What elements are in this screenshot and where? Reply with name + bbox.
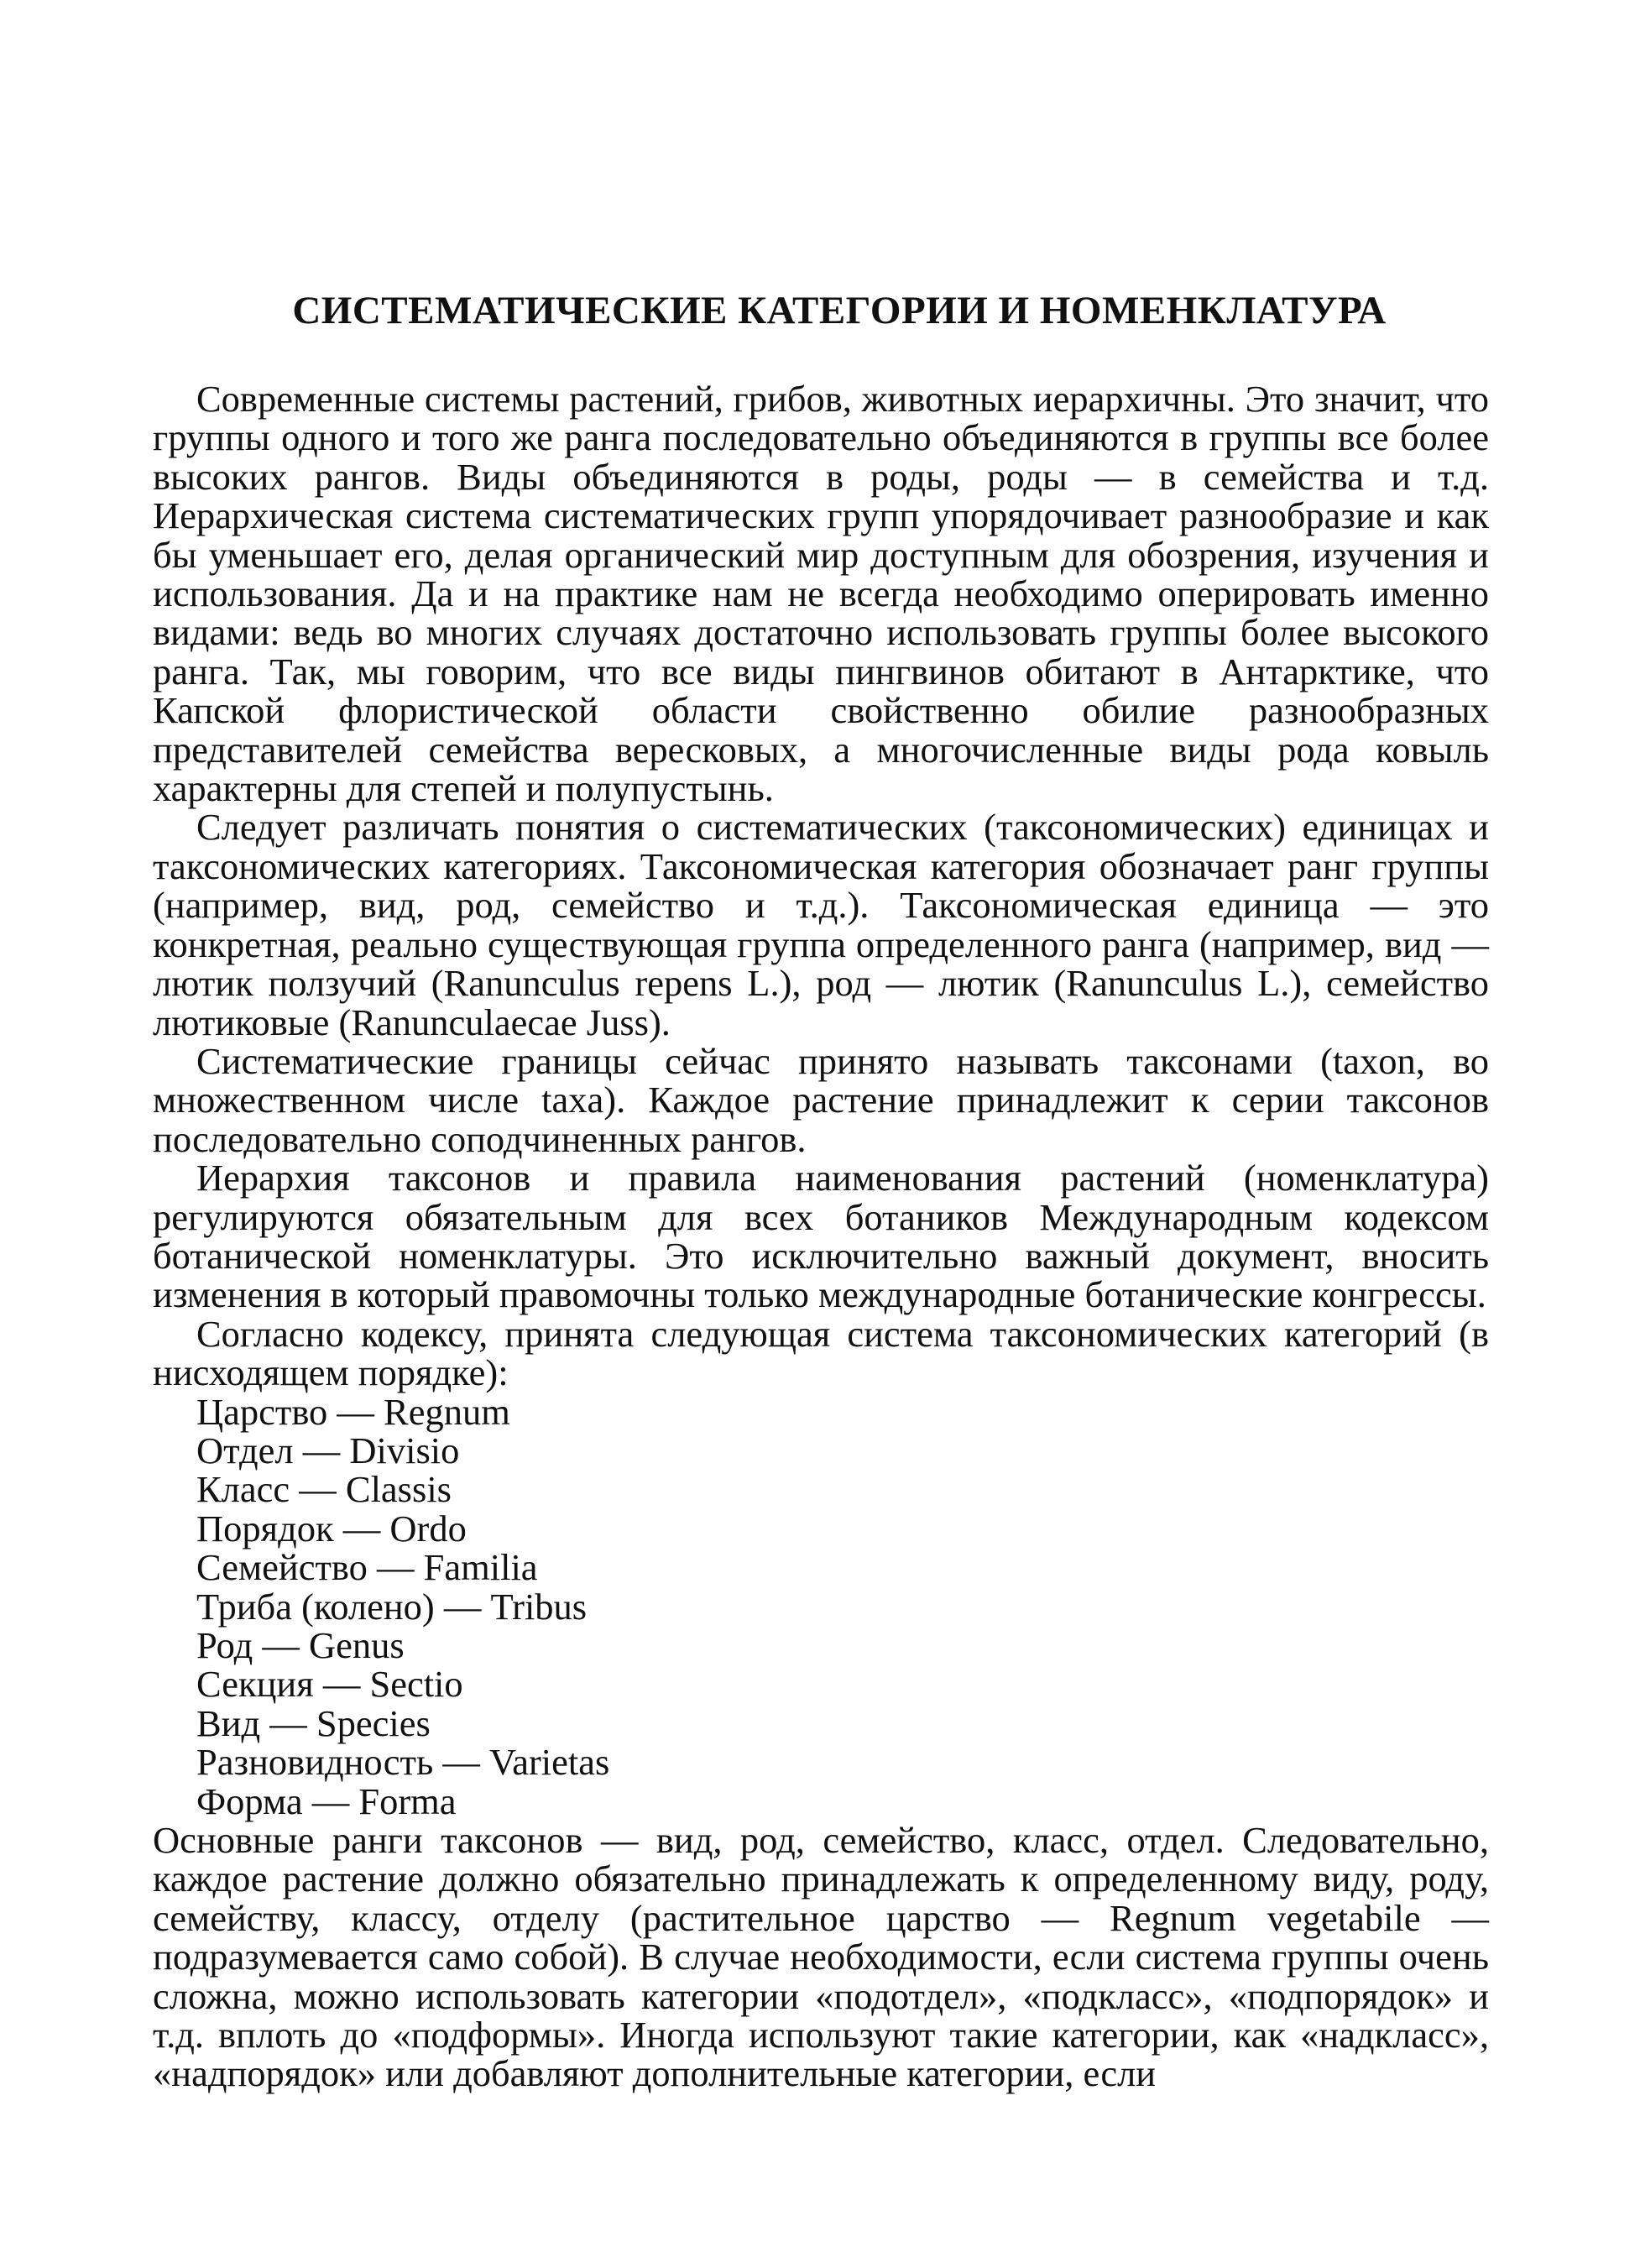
page-title: СИСТЕМАТИЧЕСКИЕ КАТЕГОРИИ И НОМЕНКЛАТУРА [292,289,1387,332]
rank-item-ordo: Порядок — Ordo [196,1507,467,1549]
paragraph-units-vs-categories: Следует различать понятия о систематических (таксономических) единицах и таксономических категориях. Таксономическая категория обозначает ранг группы (например, вид, род, семейство и т.д.). Таксономическая единица — это конкретная, реально существующая группа определенного ранга (например, вид — лютик ползучий (Ranunculus repens L.), род — лютик (Ranunculus L.), семейство лютиковые (Ranunculaecae Juss). [153,806,1489,1043]
rank-item-classis: Класс — Classis [196,1468,452,1511]
rank-list [153,1390,1489,1822]
rank-item-varietas: Разновидность — Varietas [196,1741,610,1784]
rank-item-regnum: Царство — Regnum [196,1390,510,1433]
rank-item-forma: Форма — Forma [196,1779,457,1822]
paragraph-taxa: Систематические границы сейчас принято называть таксонами (taxon, во множественном числе taxa). Каждое растение принадлежит к серии таксонов последовательно соподчиненных рангов. [153,1039,1489,1160]
paragraph-intro: Современные системы растений, грибов, животных иерархичны. Это значит, что группы одного и того же ранга последовательно объединяются в группы все более высоких рангов. Виды объединяются в роды, роды — в семейства и т.д. Иерархическая система систематических групп упорядочивает разнообразие и как бы уменьшает его, делая органический мир доступным для обозрения, изучения и использования. Да и на практике нам не всегда необходимо оперировать именно видами: ведь во многих случаях достаточно использовать группы более высокого ранга. Так, мы говорим, что все виды пингвинов обитают в Антарктике, что Капской флористической области свойственно обилие разнообразных представителей семейства вересковых, а многочисленные виды рода ковыль характерны для степей и полупустынь. [153,378,1489,810]
rank-item-tribus: Триба (колено) — Tribus [196,1585,588,1628]
rank-item-divisio: Отдел — Divisio [196,1429,460,1471]
rank-item-genus: Род — Genus [196,1624,405,1666]
paragraph-main-ranks: Основные ранги таксонов — вид, род, семейство, класс, отдел. Следовательно, каждое растение должно обязательно принадлежать к определенному виду, роду, семейству, классу, отделу (растительное царство — Regnum vegetabile — подразумевается само собой). В случае необходимости, если система группы очень сложна, можно использовать категории «подотдел», «подкласс», «подпорядок» и т.д. вплоть до «подформы». Иногда используют такие категории, как «надкласс», «надпорядок» или добавляют дополнительные категории, если [153,1819,1489,2095]
rank-item-sectio: Секция — Sectio [196,1663,463,1706]
rank-item-species: Вид — Species [196,1701,431,1744]
paragraph-code: Иерархия таксонов и правила наименования растений (номенклатура) регулируются обязательным для всех ботаников Международным кодексом ботанической номенклатуры. Это исключительно важный документ, вносить изменения в который правомочны только международные ботанические конгрессы. [153,1157,1489,1316]
rank-item-familia: Семейство — Familia [196,1546,538,1589]
body-text [153,379,1489,2093]
paragraph-ranks-intro: Согласно кодексу, принята следующая система таксономических категорий (в нисходящем порядке): [153,1312,1489,1394]
